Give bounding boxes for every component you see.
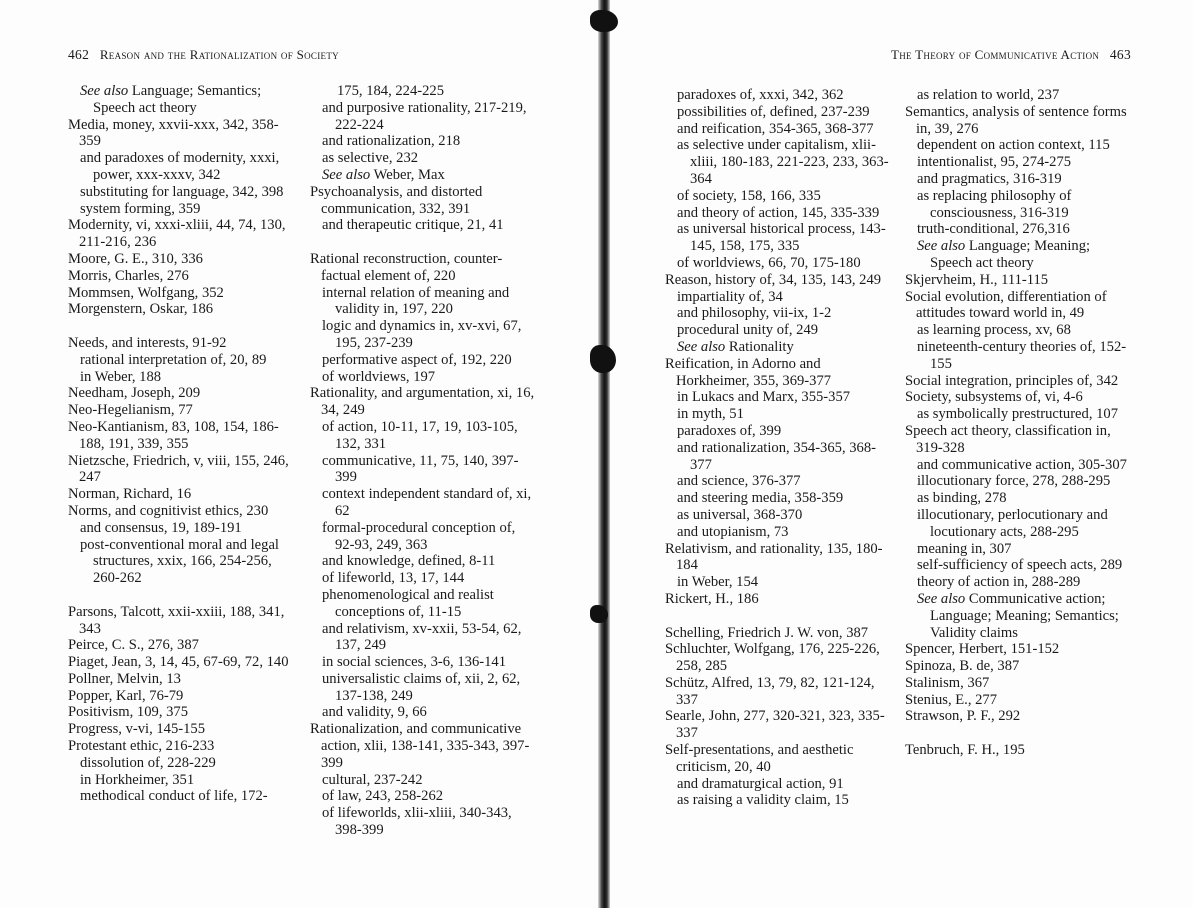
- index-subentry: [665, 87, 889, 104]
- index-entry: [68, 721, 292, 738]
- index-entry: [905, 675, 1131, 692]
- entry-text: Language; Semantics; Speech act theory: [93, 83, 262, 116]
- entry-text: of worldviews, 66, 70, 175-180: [677, 254, 861, 271]
- index-subentry: [310, 453, 538, 487]
- index-subentry: [905, 541, 1131, 558]
- entry-text: and pragmatics, 316-319: [917, 170, 1062, 187]
- entry-text: and philosophy, vii-ix, 1-2: [677, 305, 832, 322]
- entry-text: Morgenstern, Oskar, 186: [68, 301, 214, 318]
- entry-text: self-sufficiency of speech acts, 289: [917, 557, 1123, 574]
- index-entry: [68, 503, 292, 520]
- index-entry: [68, 117, 292, 151]
- entry-text: Popper, Karl, 76-79: [68, 687, 184, 704]
- entry-text: and therapeutic critique, 21, 41: [322, 217, 504, 234]
- entry-text: theory of action in, 288-289: [917, 574, 1081, 591]
- index-subentry: [665, 305, 889, 322]
- entry-text: impartiality of, 34: [677, 288, 783, 305]
- index-entry: [68, 486, 292, 503]
- entry-gap: [665, 608, 889, 625]
- entry-text: meaning in, 307: [917, 540, 1012, 557]
- index-entry: [310, 251, 538, 285]
- index-entry: [665, 708, 889, 742]
- entry-gap: [68, 318, 292, 335]
- entry-text: methodical conduct of life, 172-: [80, 788, 268, 805]
- entry-text: Communicative action; Language; Meaning; Semantics; Validity claims: [930, 590, 1119, 641]
- entry-text: Stenius, E., 277: [905, 691, 998, 708]
- see-also-label: See also: [917, 590, 966, 607]
- index-entry: [68, 385, 292, 402]
- entry-text: internal relation of meaning and validity in, 197, 220: [322, 284, 510, 318]
- index-subentry: [665, 339, 889, 356]
- index-subentry: [665, 473, 889, 490]
- entry-text: and utopianism, 73: [677, 523, 789, 540]
- see-also-label: See also: [917, 238, 966, 255]
- entry-text: Rationality: [728, 338, 794, 355]
- entry-text: illocutionary force, 278, 288-295: [917, 473, 1111, 490]
- binding-shadow: [590, 605, 608, 623]
- index-entry: [905, 692, 1131, 709]
- index-subentry: [68, 520, 292, 537]
- entry-text: phenomenological and realist conceptions of, 11-15: [322, 586, 494, 620]
- entry-text: truth-conditional, 276,316: [917, 221, 1070, 238]
- entry-text: Rationality, and argumentation, xi, 16, 34, 249: [310, 385, 535, 419]
- index-subentry: [905, 188, 1131, 222]
- index-entry: [905, 104, 1131, 138]
- index-subentry: [905, 87, 1131, 104]
- entry-text: Parsons, Talcott, xxii-xxiii, 188, 341, 343: [68, 603, 285, 637]
- entry-text: as binding, 278: [917, 490, 1007, 507]
- index-entry: [68, 654, 292, 671]
- entry-text: Tenbruch, F. H., 195: [905, 742, 1025, 759]
- page-number: 462: [68, 47, 90, 62]
- see-also-label: See also: [322, 166, 371, 183]
- index-entry: [905, 742, 1131, 759]
- index-column: [310, 83, 538, 839]
- entry-text: Society, subsystems of, vi, 4-6: [905, 389, 1083, 406]
- entry-text: as raising a validity claim, 15: [677, 792, 849, 809]
- see-also-label: See also: [677, 338, 726, 355]
- entry-text: as universal, 368-370: [677, 506, 803, 523]
- index-subentry: [665, 423, 889, 440]
- entry-text: paradoxes of, 399: [677, 422, 782, 439]
- entry-text: as replacing philosophy of consciousness, 316-319: [917, 187, 1072, 221]
- index-entry: [665, 356, 889, 390]
- index-subentry: [665, 490, 889, 507]
- entry-text: and theory of action, 145, 335-339: [677, 204, 880, 221]
- index-entry: [68, 419, 292, 453]
- index-subentry: [905, 171, 1131, 188]
- index-subentry: [310, 167, 538, 184]
- see-also-label: See also: [80, 83, 129, 99]
- index-subentry: [310, 100, 538, 134]
- entry-text: as selective, 232: [322, 150, 419, 167]
- entry-text: Schütz, Alfred, 13, 79, 82, 121-124, 337: [665, 674, 875, 708]
- entry-text: Media, money, xxvii-xxx, 342, 358-359: [68, 116, 279, 150]
- entry-text: possibilities of, defined, 237-239: [677, 103, 870, 120]
- index-subentry: [310, 352, 538, 369]
- entry-text: and steering media, 358-359: [677, 490, 844, 507]
- entry-text: and rationalization, 354-365, 368-377: [677, 439, 876, 473]
- entry-text: Peirce, C. S., 276, 387: [68, 637, 199, 654]
- entry-text: substituting for language, 342, 398: [80, 183, 284, 200]
- index-column: [68, 83, 292, 805]
- entry-text: Progress, v-vi, 145-155: [68, 721, 206, 738]
- book-gutter: [598, 0, 610, 908]
- entry-text: Social integration, principles of, 342: [905, 372, 1119, 389]
- index-entry: [665, 272, 889, 289]
- entry-text: procedural unity of, 249: [677, 322, 819, 339]
- entry-text: as learning process, xv, 68: [917, 322, 1071, 339]
- index-subentry: [310, 520, 538, 554]
- index-entry: [68, 285, 292, 302]
- index-entry: [68, 251, 292, 268]
- index-entry: [68, 604, 292, 638]
- entry-text: Pollner, Melvin, 13: [68, 670, 181, 687]
- index-entry: [68, 453, 292, 487]
- index-subentry: [905, 238, 1131, 272]
- entry-text: Morris, Charles, 276: [68, 267, 189, 284]
- entry-text: Norman, Richard, 16: [68, 486, 192, 503]
- entry-text: and communicative action, 305-307: [917, 456, 1127, 473]
- entry-text: Modernity, vi, xxxi-xliii, 44, 74, 130, 211-216, 236: [68, 217, 286, 251]
- entry-text: in Horkheimer, 351: [80, 771, 195, 788]
- index-column: [905, 87, 1131, 759]
- index-subentry: [310, 671, 538, 705]
- index-subentry: [905, 591, 1131, 641]
- entry-text: Psychoanalysis, and distorted communication, 332, 391: [310, 183, 483, 217]
- index-subentry: [905, 457, 1131, 474]
- index-subentry: [905, 322, 1131, 339]
- index-entry: [68, 738, 292, 755]
- index-subentry: [905, 507, 1131, 541]
- index-subentry: [905, 473, 1131, 490]
- entry-text: and relativism, xv-xxii, 53-54, 62, 137, 249: [322, 620, 522, 654]
- entry-text: Stalinism, 367: [905, 674, 990, 691]
- index-subentry: [905, 557, 1131, 574]
- index-subentry: [310, 318, 538, 352]
- index-entry: [905, 708, 1131, 725]
- entry-text: Relativism, and rationality, 135, 180-184: [665, 540, 883, 574]
- index-entry: [310, 721, 538, 771]
- entry-text: formal-procedural conception of, 92-93, 249, 363: [322, 519, 516, 553]
- index-subentry: [310, 704, 538, 721]
- index-entry: [905, 272, 1131, 289]
- index-subentry: [310, 772, 538, 789]
- index-subentry: [68, 150, 292, 184]
- index-entry: [310, 385, 538, 419]
- index-subentry: [905, 137, 1131, 154]
- index-subentry: [905, 339, 1131, 373]
- index-subentry: [310, 553, 538, 570]
- index-subentry: [665, 524, 889, 541]
- index-subentry: [68, 755, 292, 772]
- entry-text: and rationalization, 218: [322, 133, 461, 150]
- right-page-header: [891, 47, 1131, 63]
- entry-text: of lifeworld, 13, 17, 144: [322, 570, 465, 587]
- index-entry: [665, 541, 889, 575]
- entry-text: illocutionary, perlocutionary and locutionary acts, 288-295: [917, 506, 1108, 540]
- index-subentry: [665, 188, 889, 205]
- index-subentry: [310, 805, 538, 839]
- entry-text: performative aspect of, 192, 220: [322, 351, 512, 368]
- entry-text: Social evolution, differentiation of attitudes toward world in, 49: [905, 288, 1107, 322]
- index-subentry: [310, 654, 538, 671]
- index-subentry: [665, 221, 889, 255]
- entry-text: in social sciences, 3-6, 136-141: [322, 654, 506, 671]
- index-entry: [68, 402, 292, 419]
- index-entry: [68, 268, 292, 285]
- index-subentry: [310, 570, 538, 587]
- index-subentry: [68, 352, 292, 369]
- index-entry: [905, 423, 1131, 457]
- entry-text: and reification, 354-365, 368-377: [677, 120, 874, 137]
- index-subentry: [665, 205, 889, 222]
- entry-text: Speech act theory, classification in, 319-328: [905, 422, 1111, 456]
- index-subentry: [68, 788, 292, 805]
- entry-text: and purposive rationality, 217-219, 222-224: [322, 99, 527, 133]
- index-entry: [68, 704, 292, 721]
- index-subentry: [905, 406, 1131, 423]
- entry-text: Schelling, Friedrich J. W. von, 387: [665, 624, 869, 641]
- index-subentry: [665, 255, 889, 272]
- index-entry: [68, 301, 292, 318]
- entry-text: Spinoza, B. de, 387: [905, 658, 1020, 675]
- index-subentry: [310, 621, 538, 655]
- entry-text: and validity, 9, 66: [322, 704, 427, 721]
- entry-gap: [905, 725, 1131, 742]
- entry-text: Reason, history of, 34, 135, 143, 249: [665, 271, 882, 288]
- left-page-header: [68, 47, 339, 63]
- index-entry: [68, 637, 292, 654]
- index-entry: [68, 217, 292, 251]
- index-subentry: [665, 440, 889, 474]
- entry-text: logic and dynamics in, xv-xvi, 67, 195, 237-239: [322, 318, 522, 351]
- entry-text: Mommsen, Wolfgang, 352: [68, 284, 224, 301]
- index-subentry: [665, 322, 889, 339]
- entry-text: in Weber, 154: [677, 574, 759, 591]
- entry-text: Neo-Kantianism, 83, 108, 154, 186-188, 191, 339, 355: [68, 418, 279, 452]
- index-subentry: [310, 285, 538, 319]
- entry-text: Needham, Joseph, 209: [68, 385, 201, 402]
- entry-text: and knowledge, defined, 8-11: [322, 553, 496, 570]
- entry-text: as universal historical process, 143-145, 158, 175, 335: [677, 221, 886, 255]
- index-subentry: [665, 792, 889, 809]
- index-subentry: [310, 133, 538, 150]
- entry-text: context independent standard of, xi, 62: [322, 486, 532, 519]
- entry-text: of lifeworlds, xlii-xliii, 340-343, 398-399: [322, 805, 512, 839]
- index-subentry: [665, 289, 889, 306]
- index-entry: [665, 591, 889, 608]
- index-subentry: [68, 369, 292, 386]
- index-column: [665, 87, 889, 809]
- entry-text: rational interpretation of, 20, 89: [80, 351, 267, 368]
- entry-text: Language; Meaning; Speech act theory: [930, 238, 1091, 271]
- entry-text: Protestant ethic, 216-233: [68, 738, 215, 755]
- index-subentry: [905, 490, 1131, 507]
- entry-text: Searle, John, 277, 320-321, 323, 335-337: [665, 708, 885, 742]
- index-entry: [310, 184, 538, 218]
- index-subentry: [665, 389, 889, 406]
- entry-gap: [310, 234, 538, 251]
- index-subentry: [68, 83, 292, 117]
- entry-text: and consensus, 19, 189-191: [80, 519, 242, 536]
- entry-text: universalistic claims of, xii, 2, 62, 137-138, 249: [322, 670, 521, 704]
- entry-text: as relation to world, 237: [917, 87, 1060, 103]
- index-subentry: [905, 154, 1131, 171]
- entry-text: and dramaturgical action, 91: [677, 775, 844, 792]
- index-subentry: [665, 406, 889, 423]
- index-subentry: [310, 369, 538, 386]
- index-entry: [68, 335, 292, 352]
- index-entry: [68, 688, 292, 705]
- index-subentry: [310, 788, 538, 805]
- entry-text: in Weber, 188: [80, 368, 162, 385]
- index-entry: [905, 641, 1131, 658]
- index-subentry: [310, 419, 538, 453]
- entry-text: nineteenth-century theories of, 152-155: [917, 338, 1127, 372]
- entry-text: of society, 158, 166, 335: [677, 187, 821, 204]
- index-subentry: [310, 150, 538, 167]
- entry-text: communicative, 11, 75, 140, 397-399: [322, 452, 519, 486]
- entry-text: post-conventional moral and legal structures, xxix, 166, 254-256, 260-262: [80, 536, 279, 587]
- entry-text: Norms, and cognitivist ethics, 230: [68, 502, 269, 519]
- index-entry: [905, 373, 1131, 390]
- entry-text: Moore, G. E., 310, 336: [68, 250, 203, 267]
- entry-text: Self-presentations, and aesthetic criticism, 20, 40: [665, 742, 854, 775]
- entry-text: in myth, 51: [677, 406, 744, 423]
- index-subentry: [665, 507, 889, 524]
- entry-text: Rickert, H., 186: [665, 590, 759, 607]
- entry-text: Weber, Max: [373, 166, 445, 183]
- entry-text: Skjervheim, H., 111-115: [905, 271, 1049, 288]
- index-entry: [905, 289, 1131, 323]
- entry-text: Reification, in Adorno and Horkheimer, 355, 369-377: [665, 355, 832, 389]
- entry-text: and science, 376-377: [677, 473, 801, 490]
- entry-text: Nietzsche, Friedrich, v, viii, 155, 246, 247: [68, 452, 289, 486]
- entry-text: Rational reconstruction, counter-factual element of, 220: [310, 250, 503, 284]
- index-entry: [905, 658, 1131, 675]
- entry-text: dissolution of, 228-229: [80, 754, 216, 771]
- index-subentry: [665, 104, 889, 121]
- entry-text: of worldviews, 197: [322, 368, 436, 385]
- index-entry: [68, 671, 292, 688]
- index-subentry: [665, 137, 889, 187]
- entry-gap: [68, 587, 292, 604]
- index-subentry: [68, 537, 292, 587]
- entry-text: as selective under capitalism, xlii-xliii, 180-183, 221-223, 233, 363-364: [677, 137, 889, 187]
- entry-text: system forming, 359: [80, 200, 201, 217]
- entry-text: of action, 10-11, 17, 19, 103-105, 132, 331: [322, 418, 518, 452]
- index-subentry: [905, 574, 1131, 591]
- entry-text: and paradoxes of modernity, xxxi, power, xxx-xxxv, 342: [80, 150, 280, 183]
- entry-text: of law, 243, 258-262: [322, 788, 444, 805]
- entry-text: cultural, 237-242: [322, 771, 423, 788]
- index-subentry: [68, 201, 292, 218]
- entry-text: Neo-Hegelianism, 77: [68, 402, 193, 419]
- index-subentry: [905, 221, 1131, 238]
- entry-text: Positivism, 109, 375: [68, 704, 189, 721]
- entry-text: Needs, and interests, 91-92: [68, 334, 227, 351]
- entry-text: Spencer, Herbert, 151-152: [905, 641, 1060, 658]
- entry-text: Semantics, analysis of sentence forms in, 39, 276: [905, 103, 1127, 137]
- entry-text: intentionalist, 95, 274-275: [917, 154, 1072, 171]
- index-subentry: [665, 776, 889, 793]
- entry-text: Strawson, P. F., 292: [905, 708, 1021, 725]
- entry-text: dependent on action context, 115: [917, 137, 1110, 154]
- index-subentry: [665, 574, 889, 591]
- index-subentry: [68, 184, 292, 201]
- index-subentry: [310, 486, 538, 520]
- entry-text: 175, 184, 224-225: [337, 83, 445, 99]
- entry-text: Rationalization, and communicative action, xlii, 138-141, 335-343, 397-399: [310, 721, 530, 771]
- index-subentry: [310, 83, 538, 100]
- index-entry: [665, 742, 889, 776]
- page-number: 463: [1109, 47, 1131, 62]
- index-entry: [905, 389, 1131, 406]
- index-subentry: [665, 121, 889, 138]
- index-subentry: [310, 217, 538, 234]
- entry-text: in Lukacs and Marx, 355-357: [677, 389, 851, 406]
- index-subentry: [68, 772, 292, 789]
- entry-text: as symbolically prestructured, 107: [917, 406, 1119, 423]
- entry-text: paradoxes of, xxxi, 342, 362: [677, 87, 844, 103]
- entry-text: Schluchter, Wolfgang, 176, 225-226, 258, 285: [665, 641, 880, 675]
- index-entry: [665, 675, 889, 709]
- running-head: The Theory of Communicative Action: [891, 47, 1100, 62]
- index-entry: [665, 625, 889, 642]
- index-subentry: [310, 587, 538, 621]
- entry-text: Piaget, Jean, 3, 14, 45, 67-69, 72, 140: [68, 654, 289, 671]
- running-head: Reason and the Rationalization of Society: [99, 47, 339, 62]
- index-entry: [665, 641, 889, 675]
